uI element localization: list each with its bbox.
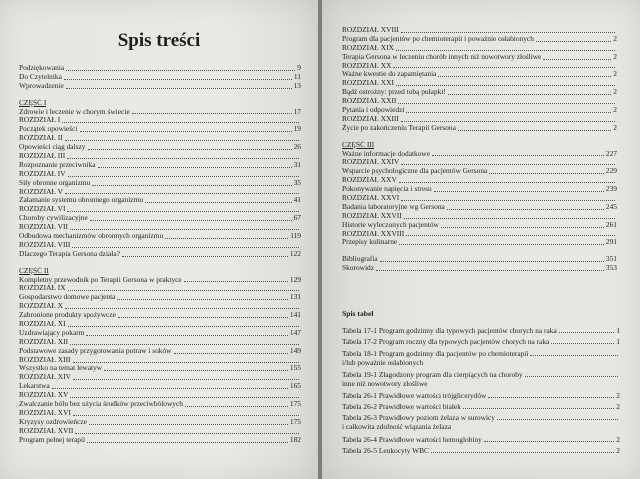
chapter-label bbox=[342, 212, 617, 221]
entry-title: ROZDZIAŁ XVII bbox=[19, 426, 74, 435]
part-label: CZĘŚĆ I bbox=[19, 98, 47, 107]
toc-entry bbox=[342, 324, 620, 335]
toc-entry bbox=[342, 255, 617, 264]
entry-title: Życie po zakończeniu Terapii Gersona bbox=[342, 123, 456, 132]
chapter-label bbox=[342, 44, 617, 53]
page-number: 41 bbox=[293, 195, 301, 205]
entry-title: ROZDZIAŁ VII bbox=[19, 223, 68, 232]
spacer bbox=[342, 133, 617, 141]
entry-title: Kompletny przewodnik po Terapii Gersona w praktyce bbox=[19, 275, 182, 284]
entry-title: Pytania i odpowiedzi bbox=[342, 106, 405, 114]
page-number: 2 bbox=[613, 87, 617, 97]
part-heading bbox=[19, 267, 301, 276]
dot-leader bbox=[117, 299, 287, 300]
entry-title: Bądź ostrożny: przed tobą pułapki! bbox=[342, 88, 446, 97]
toc-entry bbox=[342, 411, 620, 422]
entry-title: Pokonywanie napięcia i stresu bbox=[342, 185, 432, 194]
entry-title: Tabela 26-3 Prawidłowy poziom żelaza w surowicy bbox=[342, 413, 495, 423]
entry-title: ROZDZIAŁ III bbox=[19, 152, 66, 160]
entry-title: ROZDZIAŁ XIV bbox=[19, 373, 71, 382]
entry-title: Zdrowie i leczenie w chorym świecie bbox=[19, 107, 130, 116]
toc-entry bbox=[19, 82, 301, 91]
dot-leader bbox=[404, 218, 615, 219]
entry-title: ROZDZIAŁ XII bbox=[19, 337, 69, 346]
toc-entry bbox=[342, 368, 620, 379]
dot-leader bbox=[72, 247, 299, 248]
part-heading bbox=[19, 99, 301, 108]
entry-title: ROZDZIAŁ II bbox=[19, 134, 63, 143]
toc-entry bbox=[19, 250, 301, 259]
dot-leader bbox=[65, 308, 299, 309]
toc-entry bbox=[19, 232, 301, 241]
page-number: 2 bbox=[613, 33, 617, 43]
entry-title: ROZDZIAŁ XI bbox=[19, 320, 66, 329]
page-number: 149 bbox=[289, 345, 301, 355]
chapter-label bbox=[19, 116, 301, 125]
entry-title: ROZDZIAŁ VIII bbox=[19, 240, 71, 249]
dot-leader bbox=[80, 131, 292, 132]
dot-leader bbox=[380, 261, 604, 262]
toc-entry bbox=[342, 150, 617, 159]
dot-leader bbox=[89, 424, 288, 425]
toc-entry bbox=[19, 311, 301, 320]
toc-entry bbox=[19, 365, 301, 374]
chapter-label bbox=[19, 188, 301, 197]
entry-title: ROZDZIAŁ V bbox=[19, 187, 63, 196]
chapter-label bbox=[19, 205, 301, 214]
chapter-label bbox=[342, 26, 617, 35]
dot-leader bbox=[536, 41, 611, 42]
entry-title: ROZDZIAŁ X bbox=[19, 302, 64, 311]
chapter-label bbox=[342, 194, 617, 203]
dot-leader bbox=[90, 220, 292, 221]
entry-title: Lekarstwa bbox=[19, 382, 50, 391]
entry-title: Uzdrawiający pokarm bbox=[19, 328, 85, 337]
toc-entry bbox=[342, 185, 617, 194]
page-title: Spis treści bbox=[117, 30, 201, 51]
entry-title: Tabela 19-1 Złagodzony program dla cierpiących na choroby bbox=[342, 369, 523, 379]
entry-title: Kryzysy ozdrowieńcze bbox=[19, 417, 87, 426]
dot-leader bbox=[184, 281, 288, 282]
dot-leader bbox=[118, 317, 288, 318]
page-number: 2 bbox=[616, 390, 620, 400]
dot-leader bbox=[399, 182, 615, 183]
entry-title: ROZDZIAŁ IV bbox=[19, 169, 66, 178]
entry-title: Zwalczanie bólu bez użycia środków przeciwbólowych bbox=[19, 400, 183, 409]
page-number: 245 bbox=[605, 201, 617, 211]
chapter-label bbox=[19, 409, 301, 418]
chapter-label bbox=[19, 302, 301, 311]
tables-list bbox=[342, 324, 620, 455]
dot-leader bbox=[67, 158, 299, 159]
dot-leader bbox=[165, 238, 288, 239]
toc-entry bbox=[19, 161, 301, 170]
toc-entry bbox=[342, 335, 620, 346]
toc-right bbox=[342, 26, 617, 273]
entry-title: Tabela 26-2 Prawidłowe wartości białek bbox=[342, 402, 461, 412]
toc-entry bbox=[19, 436, 301, 445]
dot-leader bbox=[438, 76, 611, 77]
entry-title: ROZDZIAŁ XXII bbox=[342, 97, 397, 106]
entry-title: Program pełnej terapii bbox=[19, 435, 86, 444]
dot-leader bbox=[393, 67, 615, 68]
entry-title: Podstawowe zasady przygotowania potraw i soków bbox=[19, 346, 172, 355]
entry-title: Odbudowa mechanizmów obronnych organizmu bbox=[19, 232, 164, 241]
entry-title: Skorowidz bbox=[342, 264, 375, 273]
dot-leader bbox=[396, 50, 615, 51]
toc-entry bbox=[19, 179, 301, 188]
entry-title: ROZDZIAŁ IX bbox=[19, 284, 66, 293]
toc-entry bbox=[342, 238, 617, 247]
spacer bbox=[19, 259, 301, 267]
entry-title: ROZDZIAŁ XV bbox=[19, 391, 69, 400]
dot-leader bbox=[484, 441, 614, 442]
page-number: 227 bbox=[605, 148, 617, 158]
chapter-label bbox=[19, 356, 301, 365]
dot-leader bbox=[132, 113, 292, 114]
dot-leader bbox=[67, 211, 299, 212]
chapter-label bbox=[342, 79, 617, 88]
chapter-label bbox=[19, 284, 301, 293]
entry-title: Siły obronne organizmu bbox=[19, 178, 91, 187]
page-number: 122 bbox=[289, 248, 301, 258]
page-number: 17 bbox=[293, 106, 301, 116]
page-number: 67 bbox=[293, 213, 301, 223]
dot-leader bbox=[122, 256, 288, 257]
dot-leader bbox=[376, 270, 604, 271]
entry-title: Załamanie systemu obronnego organizmu bbox=[19, 196, 144, 205]
toc-entry bbox=[19, 276, 301, 285]
dot-leader bbox=[70, 344, 299, 345]
dot-leader bbox=[174, 353, 288, 354]
dot-leader bbox=[92, 185, 291, 186]
dot-leader bbox=[73, 362, 299, 363]
toc-entry bbox=[342, 264, 617, 273]
entry-continuation: i całkowita zdolność wiązania żelaza bbox=[342, 422, 452, 432]
dot-leader bbox=[525, 376, 618, 377]
dot-leader bbox=[530, 355, 618, 356]
page-number: 261 bbox=[605, 219, 617, 229]
entry-title: Choroby cywilizacyjne bbox=[19, 214, 88, 223]
page-number: 175 bbox=[289, 416, 301, 426]
dot-leader bbox=[88, 149, 292, 150]
page-number: 19 bbox=[293, 124, 301, 134]
entry-title: Tabela 26-4 Prawidłowe wartości hemoglobiny bbox=[342, 434, 482, 444]
left-page bbox=[0, 0, 318, 479]
entry-title: Ważne kwestie do zapamiętania bbox=[342, 70, 437, 79]
toc-left bbox=[19, 64, 301, 445]
page-number: 35 bbox=[293, 177, 301, 187]
toc-entry bbox=[342, 70, 617, 79]
page-number: 1 bbox=[616, 337, 620, 347]
dot-leader bbox=[73, 379, 299, 380]
toc-entry bbox=[342, 35, 617, 44]
dot-leader bbox=[398, 103, 615, 104]
chapter-label bbox=[19, 338, 301, 347]
toc-entry bbox=[342, 444, 620, 455]
dot-leader bbox=[104, 370, 288, 371]
dot-leader bbox=[401, 121, 615, 122]
entry-continuation: i/lub poważnie osłabionych bbox=[342, 357, 424, 367]
page-number: 2 bbox=[616, 434, 620, 444]
dot-leader bbox=[65, 140, 299, 141]
right-page bbox=[322, 0, 640, 479]
entry-title: Przepisy kulinarne bbox=[342, 238, 398, 247]
toc-entry bbox=[19, 143, 301, 152]
page-number: 2 bbox=[613, 51, 617, 61]
dot-leader bbox=[75, 433, 299, 434]
chapter-label bbox=[342, 158, 617, 167]
toc-entry bbox=[342, 432, 620, 443]
tables-heading: Spis tabel bbox=[342, 309, 374, 318]
page-number: 131 bbox=[289, 292, 301, 302]
toc-entry bbox=[342, 106, 617, 115]
entry-title: ROZDZIAŁ XVIII bbox=[342, 25, 399, 34]
dot-leader bbox=[489, 173, 604, 174]
spacer bbox=[19, 91, 301, 99]
entry-title: Bibliografia bbox=[342, 255, 378, 264]
dot-leader bbox=[65, 193, 299, 194]
dot-leader bbox=[463, 408, 614, 409]
entry-title: ROZDZIAŁ XIII bbox=[19, 355, 71, 364]
dot-leader bbox=[73, 415, 299, 416]
chapter-label bbox=[342, 230, 617, 239]
chapter-label bbox=[19, 223, 301, 232]
dot-leader bbox=[52, 388, 288, 389]
toc-entry bbox=[19, 329, 301, 338]
toc-entry bbox=[19, 73, 301, 82]
chapter-label bbox=[342, 97, 617, 106]
dot-leader bbox=[70, 229, 299, 230]
part-label: CZĘŚĆ II bbox=[19, 266, 49, 275]
entry-title: Historie wyleczonych pacjentów bbox=[342, 220, 439, 229]
entry-title: Do Czytelnika bbox=[19, 72, 62, 81]
entry-title: Ważne informacje dodatkowe bbox=[342, 149, 431, 158]
dot-leader bbox=[458, 130, 611, 131]
entry-title: Zabronione produkty spożywcze bbox=[19, 311, 116, 320]
dot-leader bbox=[68, 290, 299, 291]
dot-leader bbox=[431, 452, 614, 453]
dot-leader bbox=[87, 442, 288, 443]
entry-title: Badania laboratoryjne wg Gersona bbox=[342, 202, 445, 211]
entry-title: ROZDZIAŁ VI bbox=[19, 205, 66, 214]
page-number: 239 bbox=[605, 184, 617, 194]
page-number: 11 bbox=[293, 71, 301, 81]
chapter-label bbox=[342, 115, 617, 124]
entry-title: Opowieści ciąg dalszy bbox=[19, 143, 86, 152]
page-number: 291 bbox=[605, 237, 617, 247]
toc-entry bbox=[342, 346, 620, 357]
dot-leader bbox=[185, 406, 288, 407]
entry-continuation: inne niż nowotwory złośliwe bbox=[342, 378, 428, 388]
toc-entry bbox=[19, 293, 301, 302]
dot-leader bbox=[396, 85, 615, 86]
chapter-label bbox=[19, 427, 301, 436]
entry-title: ROZDZIAŁ I bbox=[19, 116, 61, 125]
dot-leader bbox=[543, 59, 611, 60]
entry-title: ROZDZIAŁ XXVII bbox=[342, 211, 402, 220]
chapter-label bbox=[19, 241, 301, 250]
dot-leader bbox=[64, 79, 292, 80]
page-number: 175 bbox=[289, 399, 301, 409]
entry-title: Tabela 26-5 Leukocyty WBC bbox=[342, 445, 429, 455]
dot-leader bbox=[441, 227, 604, 228]
toc-entry bbox=[342, 400, 620, 411]
page-number: 155 bbox=[289, 363, 301, 373]
chapter-label bbox=[19, 134, 301, 143]
entry-title: ROZDZIAŁ XX bbox=[342, 61, 392, 70]
toc-entry bbox=[19, 382, 301, 391]
dot-leader bbox=[406, 112, 611, 113]
page-number: 182 bbox=[289, 434, 301, 444]
entry-title: ROZDZIAŁ XXIV bbox=[342, 158, 400, 167]
toc-entry bbox=[342, 53, 617, 62]
page-number: 119 bbox=[290, 231, 301, 241]
dot-leader bbox=[68, 176, 299, 177]
dot-leader bbox=[145, 202, 292, 203]
dot-leader bbox=[98, 167, 292, 168]
page-number: 31 bbox=[293, 159, 301, 169]
page-number: 165 bbox=[289, 381, 301, 391]
entry-title: Tabela 26-1 Prawidłowe wartości trójglicerydów bbox=[342, 390, 487, 400]
dot-leader bbox=[399, 244, 604, 245]
part-heading bbox=[342, 141, 617, 150]
chapter-label bbox=[19, 373, 301, 382]
page-number: 2 bbox=[613, 105, 617, 114]
dot-leader bbox=[401, 32, 615, 33]
entry-title: Początek opowieści bbox=[19, 125, 78, 134]
entry-title: ROZDZIAŁ XXVI bbox=[342, 194, 400, 203]
spacer bbox=[342, 247, 617, 255]
entry-title: Terapia Gersona w leczeniu chorób innych niż nowotwory złośliwe bbox=[342, 52, 542, 61]
page-number: 353 bbox=[605, 263, 617, 273]
dot-leader bbox=[488, 397, 614, 398]
page-number: 229 bbox=[605, 166, 617, 176]
page-number: 141 bbox=[289, 310, 301, 320]
toc-entry bbox=[19, 347, 301, 356]
dot-leader bbox=[401, 164, 615, 165]
toc-entry bbox=[19, 418, 301, 427]
entry-title: Wszystko na temat lewatyw bbox=[19, 364, 103, 373]
dot-leader bbox=[70, 397, 299, 398]
dot-leader bbox=[66, 88, 292, 89]
page-number: 2 bbox=[616, 445, 620, 455]
entry-title: Wsparcie psychologiczne dla pacjentów Gersona bbox=[342, 167, 488, 176]
page-number: 2 bbox=[613, 122, 617, 132]
chapter-label bbox=[19, 170, 301, 179]
dot-leader bbox=[448, 94, 611, 95]
toc-entry bbox=[342, 221, 617, 230]
toc-entry bbox=[19, 125, 301, 134]
toc-entry bbox=[19, 400, 301, 409]
chapter-label bbox=[342, 62, 617, 71]
entry-title: Rozpoznanie przeciwnika bbox=[19, 160, 96, 169]
dot-leader bbox=[497, 419, 618, 420]
chapter-label bbox=[19, 152, 301, 161]
entry-title: Program dla pacjentów po chemioterapii i poważnie osłabionych bbox=[342, 34, 534, 43]
entry-title: ROZDZIAŁ XXVIII bbox=[342, 229, 405, 238]
entry-title: ROZDZIAŁ XVI bbox=[19, 408, 71, 417]
toc-entry bbox=[342, 389, 620, 400]
entry-title: Podziękowania bbox=[19, 63, 65, 72]
page-number: 26 bbox=[293, 142, 301, 152]
dot-leader bbox=[432, 155, 604, 156]
page-number: 147 bbox=[289, 327, 301, 337]
toc-entry bbox=[19, 108, 301, 117]
dot-leader bbox=[559, 332, 615, 333]
dot-leader bbox=[68, 326, 299, 327]
toc-entry bbox=[19, 64, 301, 73]
dot-leader bbox=[406, 235, 615, 236]
page-number: 129 bbox=[289, 274, 301, 284]
dot-leader bbox=[401, 200, 615, 201]
dot-leader bbox=[447, 209, 604, 210]
page-number: 13 bbox=[293, 80, 301, 90]
chapter-label bbox=[342, 176, 617, 185]
page-number: 9 bbox=[297, 62, 301, 72]
entry-title: Tabela 17-1 Program godzinny dla typowych pacjentów chorych na raka bbox=[342, 326, 557, 336]
toc-entry bbox=[19, 214, 301, 223]
toc-entry bbox=[342, 124, 617, 133]
entry-title: ROZDZIAŁ XXV bbox=[342, 176, 397, 185]
dot-leader bbox=[86, 335, 287, 336]
toc-entry bbox=[342, 203, 617, 212]
part-label: CZĘŚĆ III bbox=[342, 140, 375, 149]
page-number: 1 bbox=[616, 326, 620, 336]
entry-title: Wprowadzenie bbox=[19, 81, 64, 90]
toc-entry bbox=[342, 167, 617, 176]
entry-title: ROZDZIAŁ XIX bbox=[342, 43, 394, 52]
entry-title: Tabela 18-1 Program godzinny dla pacjentów po chemioterapii bbox=[342, 348, 529, 358]
chapter-label bbox=[19, 320, 301, 329]
chapter-label bbox=[19, 391, 301, 400]
page-number: 2 bbox=[613, 69, 617, 79]
dot-leader bbox=[434, 191, 604, 192]
dot-leader bbox=[551, 343, 614, 344]
entry-title: ROZDZIAŁ XXI bbox=[342, 79, 394, 88]
entry-title: Tabela 17-2 Program roczny dla typowych pacjentów chorych na raka bbox=[342, 337, 550, 347]
entry-title: ROZDZIAŁ XXIII bbox=[342, 114, 399, 123]
page-number: 351 bbox=[605, 254, 617, 264]
toc-entry bbox=[19, 196, 301, 205]
dot-leader bbox=[62, 122, 299, 123]
dot-leader bbox=[66, 70, 295, 71]
entry-title: Gospodarstwo domowe pacjenta bbox=[19, 293, 116, 302]
toc-entry bbox=[342, 88, 617, 97]
entry-title: Dlaczego Terapia Gersona działa? bbox=[19, 249, 120, 258]
page-number: 2 bbox=[616, 402, 620, 412]
